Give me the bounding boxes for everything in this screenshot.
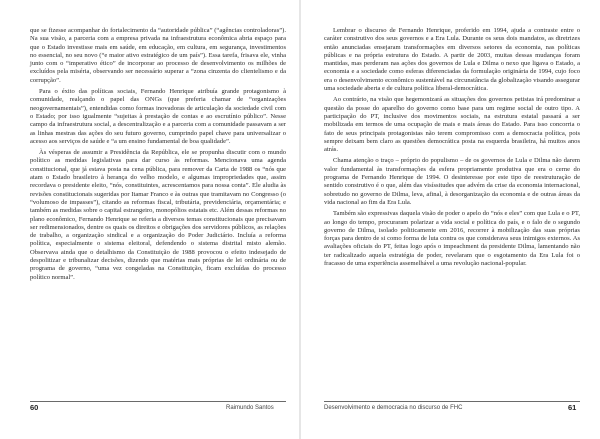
page-number: 60 [30,403,39,412]
right-page-text [324,27,580,268]
paragraph: Às vésperas de assumir a Presidência da República, ele se propunha discutir com o mundo político as medidas legislativas para dar curso às reformas. Mencionava uma agenda constitucional, que já estava posta na cena pública, para remover da Carta de 1988 os “nós que atam o Estado brasileiro à herança do velho modelo, e algumas impropriedades que, assim recordava o presidente eleito, “nós, constituintes, acrescentamos para nossa conta”. Ele aludia às revisões constitucionais sugeridas por Itamar Franco e às outras que tramitavam no Congresso (o “volumoso de impasses”), citando as reformas fiscal, tributária, previdenciária, orçamentária; e também as medidas sobre o capital estrangeiro, monopólios estatais etc. Além dessas reformas no plano econômico, Fernando Henrique se referia a diversos temas constitucionais que precisavam ser redimensionados, dentre os quais os direitos e obrigações dos servidores públicos, as relações de trabalho, a organização sindical e a organização do Poder Judiciário. Incluía a reforma política, especialmente o sistema eleitoral, defendendo o sistema distrital misto alemão. Observava ainda que o detalhismo da Constituição de 1988 provocou o efeito indesejado de despolitizar e tribunalizar decisões, dizendo que matérias mais próprias de lei ordinária ou de programa de governo, “uma vez congeladas na Constituição, ficam excluídas do processo político normal”. [30,149,286,281]
footer-rule [30,401,286,402]
running-head: Raimundo Santos [226,405,274,411]
paragraph: Ao contrário, na visão que hegemonizará as situações dos governos petistas irá predominar a questão da posse do aparelho do governo como base para um regime social de outro tipo. A participação do PT, inclusive dos movimentos sociais, na estrutura estatal passará a ser mobilizada em termos de uma ocupação de mais e mais áreas do Estado. Para isso concorria o fato de seus principais protagonistas não terem compromisso com a democracia política, pois sempre deixam bem claro as questões democrática posta na esquerda brasileira, há muitos anos atrás. [324,96,580,154]
paragraph: Também são expressivas daquela visão de poder o apelo do “nós e eles” com que Lula e o PT, ao longo do tempo, procuraram polarizar a vida social e política do país, e o falo de o segundo governo de Dilma, isolado politicamente em 2016, recorrer à mobilização das suas próprias forças para dentro de si como forma de luta contra os que considerava seus inimigos externos. As avaliações oficiais do PT, feitas logo após o impeachment da presidente Dilma, lamentando não ter radicalizado aquela estratégia de poder, revelaram que o esgotamento da Era Lula foi o fracasso de uma experiência assemelhável a uma revolução nacional-popular. [324,210,580,268]
paragraph: Chama atenção o traço – próprio do populismo – de os governos de Lula e Dilma não darem valor fundamental às transformações da esfera propriamente produtiva que era o cerne do programa de Fernando Henrique de 1994. O desinteresse por este tipo de reestruturação de sentido construtivo é o que, além das visíssitudes que advém da crise da economia internacional, sobretudo no governo de Dilma, leva, afinal, à desorganização da economia e de outras áreas da vida nacional ao fim da Era Lula. [324,157,580,206]
right-page [300,0,600,439]
paragraph: Para o éxito das políticas sociais, Fernando Henrique atribuía grande protagonismo à comunidade, realçando o papel das ONGs (que preferia chamar de “organizações neogovernamentais”), entendidas como formas inovadoras de articulação da sociedade civil com o Estado; por isso igualmente “sujeitas à prestação de contas e ao escrutínio público”. Nesse campo da infraestrutura social, a descentralização e a parceria com a comunidade passavam a ser as linhas mestras das ações do seu futuro governo, cumprindo papel chave para universalizar o acesso aos serviços de saúde e “a um ensino fundamental de boa qualidade”. [30,88,286,145]
page-number: 61 [568,403,577,412]
footer-rule [324,401,580,402]
paragraph: que se fizesse acompanhar do fortalecimento da “autoridade pública” (“agências controladoras”). Na sua visão, a parceria com a empresa privada na infraestrutura econômica abria espaço para que o Estado investisse mais em saúde, em educação, em cultura, em segurança, investimentos no essencial, no seu novo (“e maior ativo estratégico de um país”). Essa tarefa, frisava ele, vinha junto com o “imperativo ético” de incorporar ao processo de desenvolvimento os milhões de excluídos pela miséria, observando ser necessário superar a “zona cinzenta do clientelismo e da corrupção”. [30,27,286,84]
running-head: Desenvolvimento e democracia no discurso de FHC [324,405,463,411]
left-page-text [30,27,286,282]
paragraph: Lembrar o discurso de Fernando Henrique, proferido em 1994, ajuda a contraste entre o caráter construtivo dos seus governos e a Era Lula. Durante os seus dois mandatos, as diretrizes então anunciadas ensejaram transformações em diversos setores da economia, nas políticas públicas e na própria estrutura do Estado. A partir de 2003, muitas dessas mudanças foram mantidas, mas perderam nas ações dos governos de Lula e Dilma o nexo que ligava o Estado, a economia e a sociedade como esferas diferenciadas da formulação originária de 1994, cujo foco era o desenvolvimento econômico sustentável na circunstância da globalização visando assegurar uma sociedade aberta e de cultura política liberal-democrática. [324,27,580,93]
